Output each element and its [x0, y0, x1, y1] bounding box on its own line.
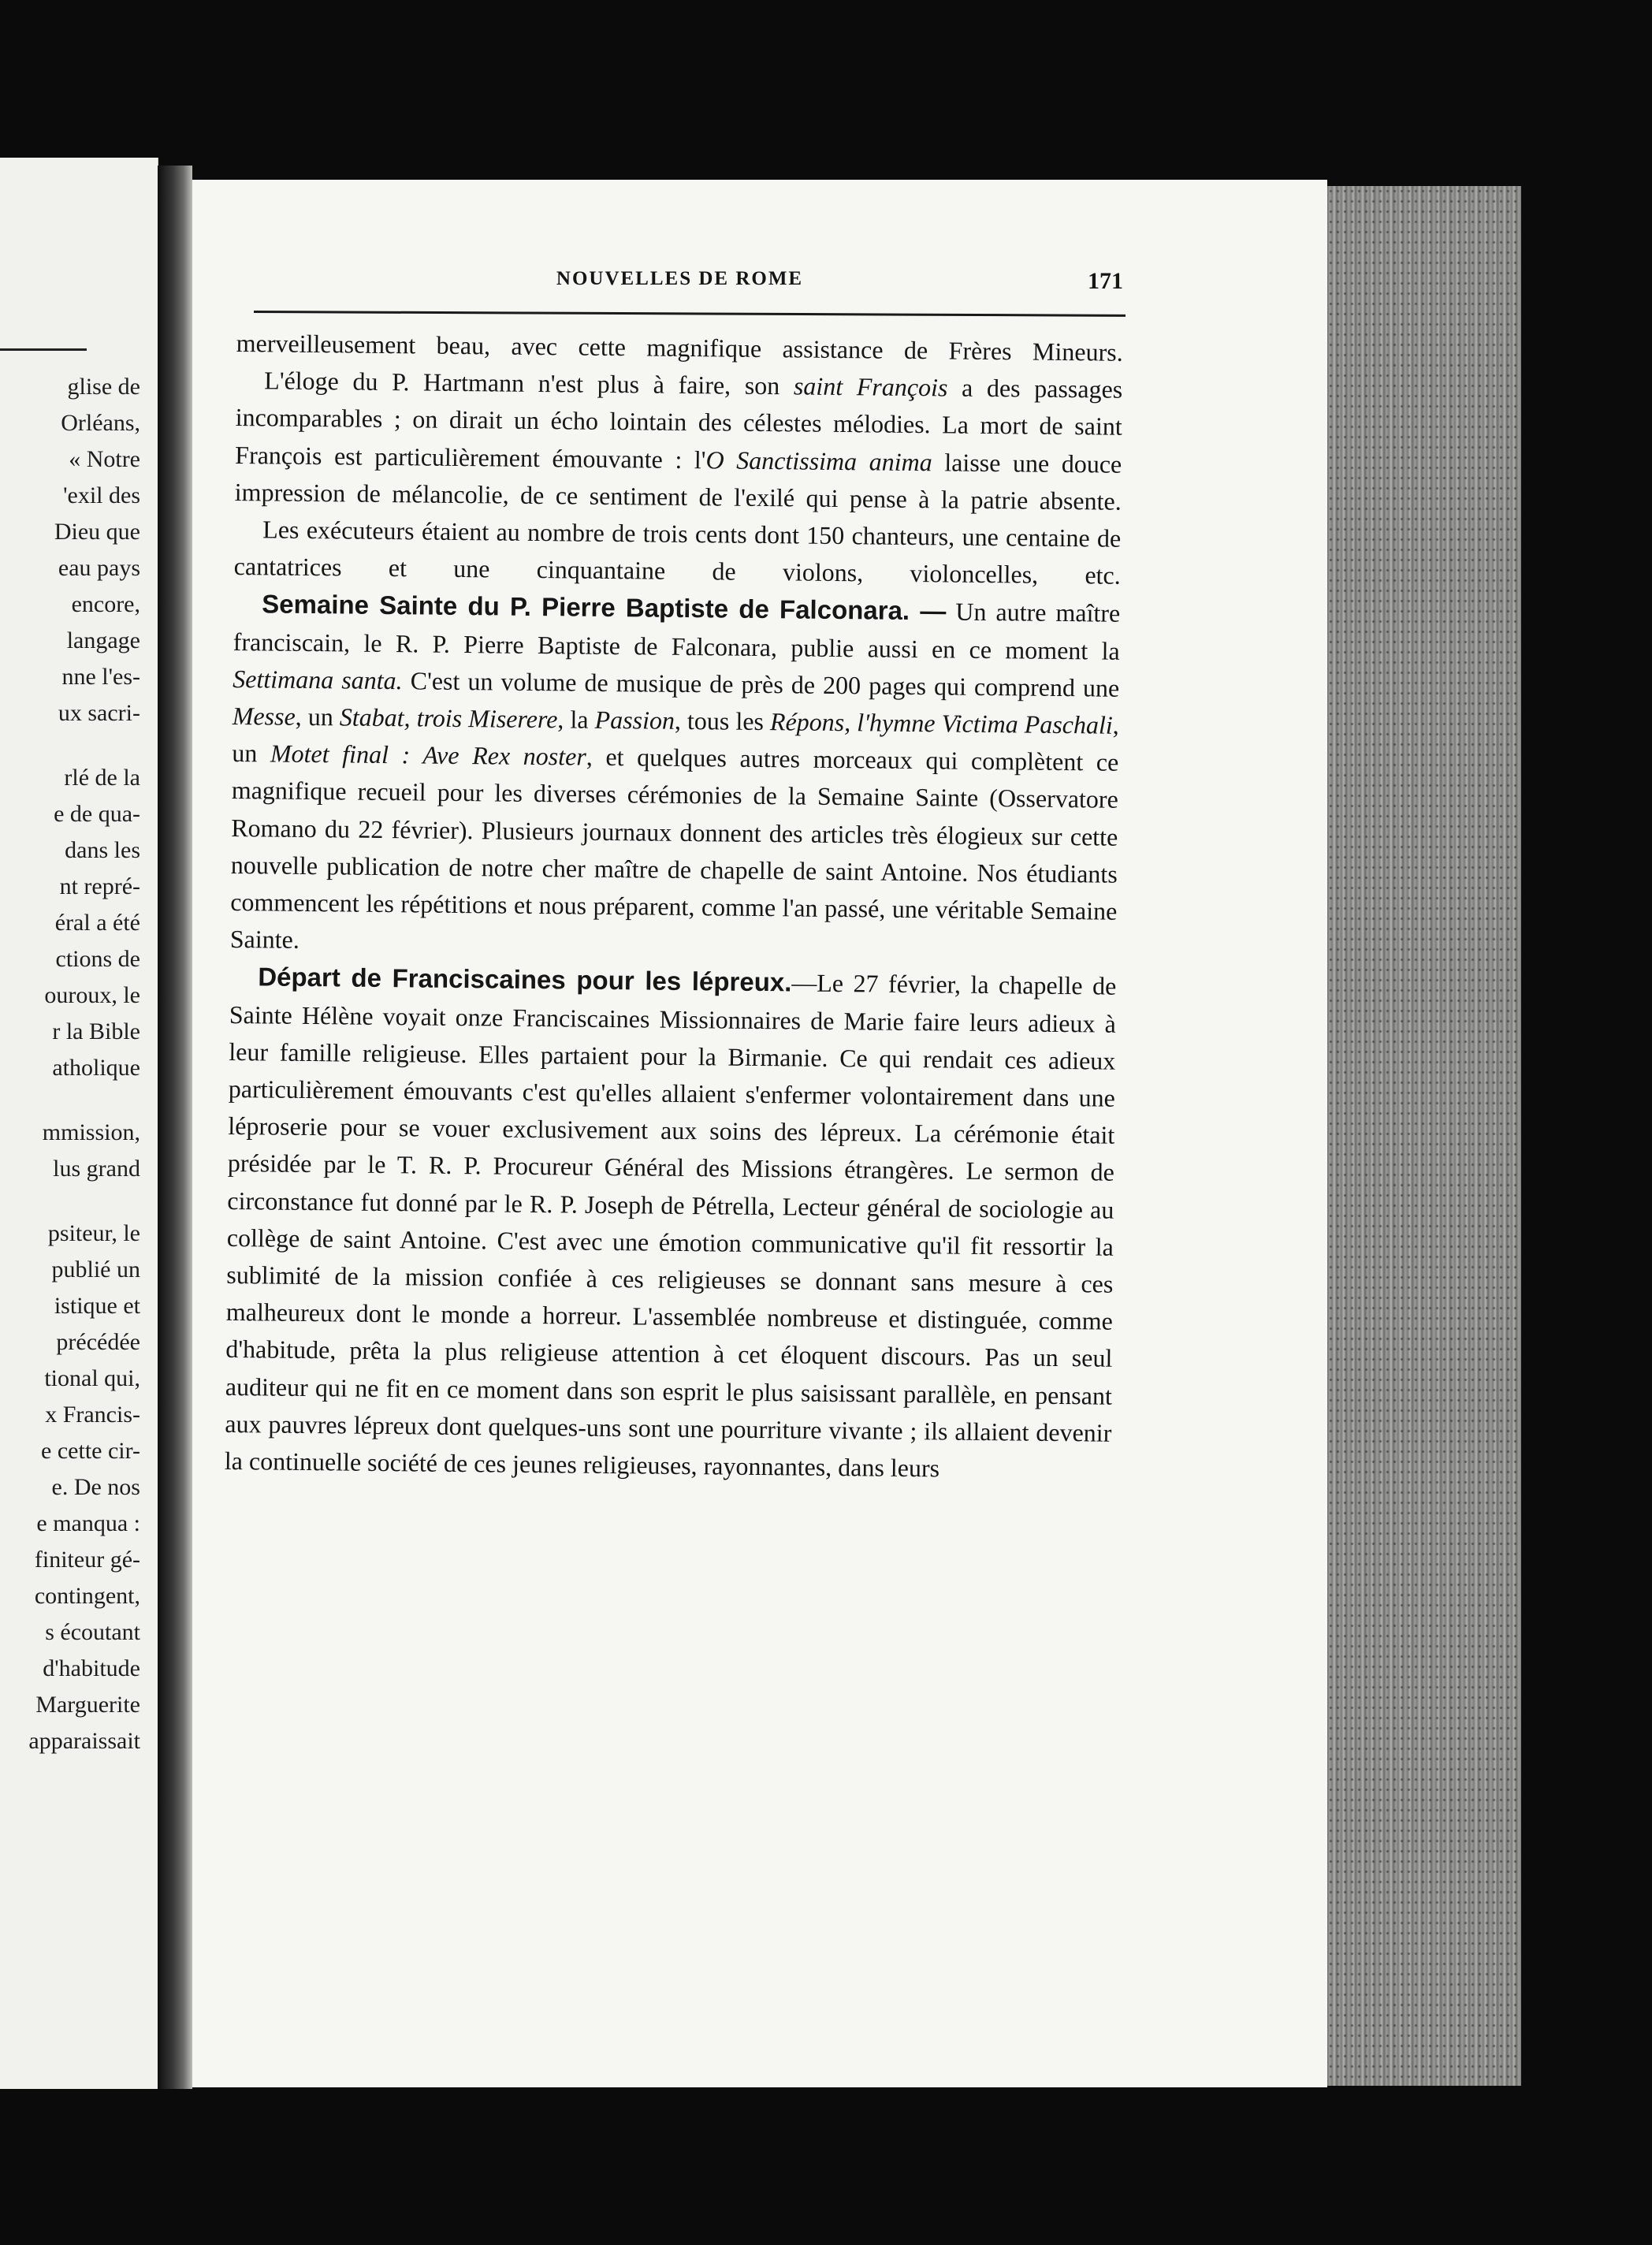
previous-page-line: d'habitude [43, 1655, 140, 1681]
previous-page-line: nt repré- [59, 873, 140, 899]
previous-page-line: tional qui, [44, 1365, 140, 1391]
paragraph-2: L'éloge du P. Hartmann n'est plus à faire, son saint François a des passages incomparables ; on dirait un écho lointain des célestes mélodies. La mort de saint François est particulièrement émouvante : l'O Sanctissima anima laisse une douce impression de mélancolie, de ce sentiment de l'exilé qui pense à la patrie absente. [234, 366, 1123, 516]
line-gap [28, 732, 140, 760]
previous-page-line: atholique [52, 1055, 140, 1081]
previous-page-line: ouroux, le [44, 982, 140, 1008]
previous-page-line: e de qua- [54, 801, 140, 827]
previous-page-line: nne l'es- [61, 664, 140, 690]
previous-page-line: Marguerite [35, 1692, 140, 1718]
previous-page-line: finiteur gé- [34, 1547, 140, 1573]
paragraph-5: Départ de Franciscaines pour les lépreux.—Le 27 février, la chapelle de Sainte Hélène voyait onze Franciscaines Missionnaires de Marie faire leurs adieux à leur famille religieuse. Elles partaient pour la Birmanie. Ce qui rendait ces adieux particulièrement émouvants c'est qu'elles allaient s'enfermer volontairement dans une léproserie pour se vouer exclusivement aux soins des lépreux. La cérémonie était présidée par le T. R. P. Procureur Général des Missions étrangères. Le sermon de circonstance fut donné par le R. P. Joseph de Pétrella, Lecteur général de sociologie au collège de saint Antoine. C'est avec une émotion communicative qu'il fit ressortir la sublimité de la mission confiée à ces religieuses se donnant sans mesure à ces malheureux dont le monde a horreur. L'assemblée nombreuse et distinguée, comme d'habitude, prêta la plus religieuse attention à cet éloquent discours. Pas un seul auditeur qui ne fit en ce moment dans son esprit le plus saisissant parallèle, en pensant aux pauvres lépreux dont quelques-uns sont une pourriture vivante ; ils allaient devenir la continuelle société de ces jeunes religieuses, rayonnantes, dans leurs [224, 962, 1117, 1483]
previous-page-line: mmission, [42, 1119, 140, 1145]
section-heading-depart: Départ de Franciscaines pour les lépreux. [258, 962, 792, 997]
previous-page-line: e. De nos [51, 1474, 140, 1500]
previous-page-line: glise de [67, 374, 140, 400]
previous-page-line: eau pays [58, 555, 140, 581]
book-gutter [158, 166, 192, 2089]
line-gap [28, 1187, 140, 1216]
previous-page-line: 'exil des [63, 482, 140, 508]
previous-page-rule [0, 348, 87, 351]
previous-page-line: r la Bible [52, 1018, 140, 1044]
previous-page-line: e cette cir- [41, 1438, 140, 1464]
previous-page-line: e manqua : [36, 1510, 140, 1536]
previous-page-line: précédée [56, 1329, 140, 1355]
previous-page-line: encore, [71, 591, 140, 617]
previous-page-line: ux sacri- [58, 700, 140, 726]
previous-page-line: rlé de la [64, 765, 140, 791]
paragraph-3: Les exécuteurs étaient au nombre de trois cents dont 150 chanteurs, une centaine de cantatrices et une cinquantaine de violons, violoncelles, etc. [233, 515, 1122, 590]
running-title: NOUVELLES DE ROME [556, 268, 804, 289]
previous-page-line: psiteur, le [47, 1220, 140, 1246]
page-number: 171 [1088, 268, 1123, 294]
previous-page-line: s écoutant [45, 1619, 140, 1645]
previous-page-line: Dieu que [54, 519, 140, 545]
previous-page-line: lus grand [53, 1156, 140, 1182]
previous-page-line: « Notre [69, 446, 140, 472]
previous-page-line: x Francis- [45, 1402, 140, 1428]
previous-page-line: ctions de [55, 946, 140, 972]
previous-page-line: contingent, [34, 1583, 140, 1609]
previous-page-line: dans les [65, 837, 140, 863]
previous-page-line: éral a été [54, 910, 140, 936]
paragraph-1: merveilleusement beau, avec cette magnifique assistance de Frères Mineurs. [236, 328, 1123, 367]
page-edges [1327, 186, 1521, 2086]
previous-page-line: apparaissait [28, 1728, 140, 1754]
previous-page-line: langage [66, 627, 140, 653]
previous-page-line: istique et [54, 1293, 140, 1319]
line-gap [28, 1086, 140, 1115]
section-heading-semaine-sainte: Semaine Sainte du P. Pierre Baptiste de Falconara. — [262, 589, 947, 626]
article-body [225, 325, 1123, 1489]
previous-page [0, 158, 158, 2089]
previous-page-text [28, 369, 140, 1759]
running-head [236, 268, 1123, 300]
previous-page-line: Orléans, [61, 410, 140, 436]
paragraph-4: Semaine Sainte du P. Pierre Baptiste de Falconara. — Un autre maître franciscain, le R. P. Pierre Baptiste de Falconara, publie aussi en ce moment la Settimana santa. C'est un volume de musique de près de 200 pages qui comprend une Messe, un Stabat, trois Miserere, la Passion, tous les Répons, l'hymne Victima Paschali, un Motet final : Ave Rex noster, et quelques autres morceaux qui complètent ce magnifique recueil pour les diverses cérémonies de la Semaine Sainte (Osservatore Romano du 22 février). Plusieurs journaux donnent des articles très élogieux sur cette nouvelle publication de notre cher maître de chapelle de saint Antoine. Nos étudiants commencent les répétitions et nous préparent, comme l'an passé, une véritable Semaine Sainte. [229, 589, 1121, 955]
previous-page-line: publié un [51, 1257, 140, 1283]
